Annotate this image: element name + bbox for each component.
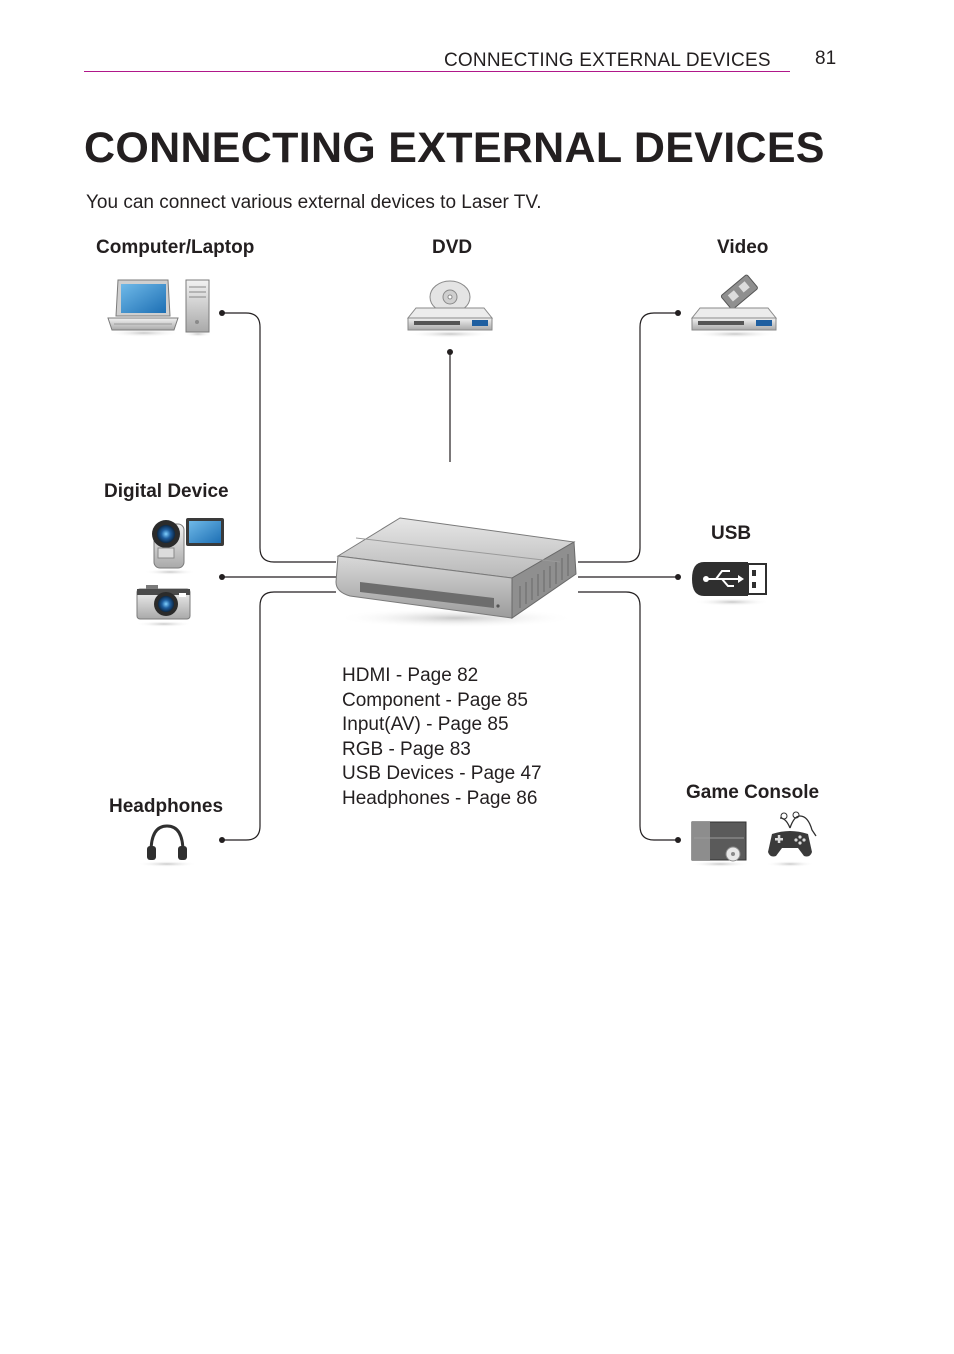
page-number: 81 [815,48,837,69]
endpoint-dot [675,574,681,580]
laser-tv-projector-icon [336,518,576,628]
reference-item: Component - Page 85 [342,689,528,711]
line-headphones [222,592,336,840]
dvd-player-icon [408,281,492,338]
line-computer [222,313,336,562]
endpoint-dot [219,837,225,843]
reference-item: RGB - Page 83 [342,738,471,760]
page-title: CONNECTING EXTERNAL DEVICES [84,124,825,172]
line-game-console [578,592,678,840]
gamepad-icon [766,812,816,867]
endpoint-dot [675,310,681,316]
reference-item: Input(AV) - Page 85 [342,714,509,735]
label-usb: USB [711,523,752,544]
reference-item: HDMI - Page 82 [342,665,479,686]
endpoint-dot [219,574,225,580]
digital-camera-icon [136,585,192,627]
header-section-title: CONNECTING EXTERNAL DEVICES [444,50,771,71]
label-computer-laptop: Computer/Laptop [96,237,255,258]
headphones-icon [137,826,197,867]
line-video [578,313,678,562]
reference-item: USB Devices - Page 47 [342,763,542,784]
intro-text: You can connect various external devices to Laser TV. [86,192,542,213]
label-video: Video [717,237,769,258]
game-console-icon [690,822,750,867]
label-game-console: Game Console [686,782,820,803]
label-headphones: Headphones [109,796,224,817]
reference-item: Headphones - Page 86 [342,787,538,809]
camcorder-icon [144,518,224,575]
computer-tower-icon [184,280,212,337]
laptop-icon [108,280,180,337]
label-dvd: DVD [432,237,473,258]
video-player-icon [692,274,777,338]
endpoint-dot [675,837,681,843]
endpoint-dot [219,310,225,316]
endpoint-dot [447,349,453,355]
usb-drive-icon [692,562,770,606]
label-digital-device: Digital Device [104,481,229,502]
